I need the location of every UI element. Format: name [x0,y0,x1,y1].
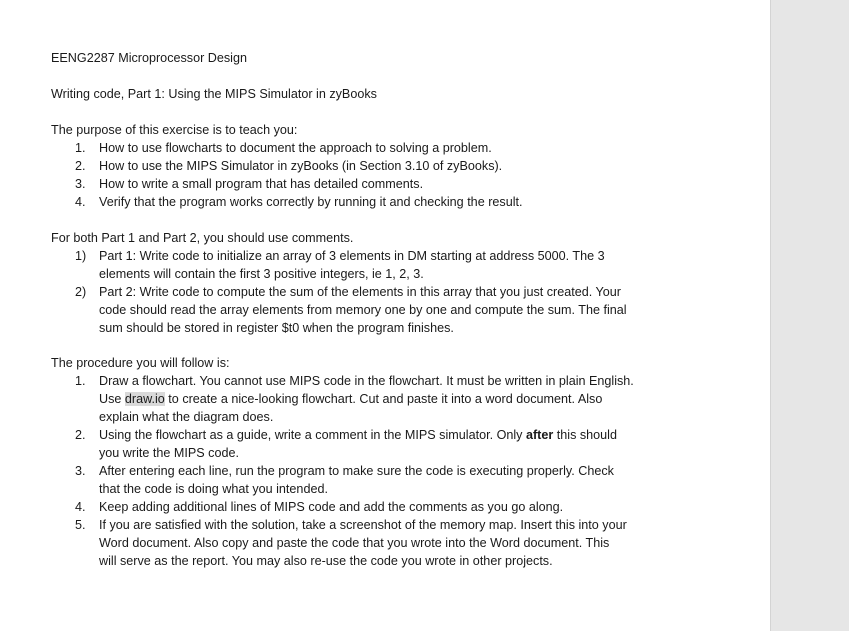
list-item-line: Part 1: Write code to initialize an array of 3 elements in DM starting at address 5000. The 3 [99,249,605,263]
text-run: to create a nice-looking flowchart. Cut and paste it into a word document. Also [164,392,603,406]
list-number: 2. [75,159,86,173]
course-title: EENG2287 Microprocessor Design [51,51,247,65]
text-run: Using the flowchart as a guide, write a comment in the MIPS simulator. Only [99,428,526,442]
list-item-line [99,390,731,408]
list-number: 1) [75,249,87,263]
text-run: this should [553,428,617,442]
list-item-line: Keep adding additional lines of MIPS code and add the comments as you go along. [99,500,564,514]
assignment-title: Writing code, Part 1: Using the MIPS Simulator in zyBooks [51,87,377,101]
list-item-line: explain what the diagram does. [99,410,274,424]
procedure-list [51,372,731,570]
list-item-line: code should read the array elements from memory one by one and compute the sum. The final [99,303,627,317]
list-item-line: Part 2: Write code to compute the sum of the elements in this array that you just created. Your [99,285,621,299]
procedure-intro: The procedure you will follow is: [51,356,230,370]
list-item [51,193,731,211]
purpose-list [51,139,731,211]
list-item [51,516,731,570]
list-item-line: Draw a flowchart. You cannot use MIPS code in the flowchart. It must be written in plain English. [99,374,634,388]
list-item [51,157,731,175]
list-item-line: you write the MIPS code. [99,446,239,460]
list-item-line: After entering each line, run the program to make sure the code is executing properly. Check [99,464,614,478]
list-item [51,372,731,426]
list-number: 4. [75,500,86,514]
list-item [51,462,731,498]
list-item [51,139,731,157]
parts-list [51,247,731,337]
list-number: 5. [75,518,86,532]
list-number: 3. [75,177,86,191]
purpose-intro: The purpose of this exercise is to teach you: [51,123,298,137]
list-number: 1. [75,141,86,155]
list-item-line: If you are satisfied with the solution, take a screenshot of the memory map. Insert this into your [99,518,627,532]
list-number: 1. [75,374,86,388]
parts-intro: For both Part 1 and Part 2, you should use comments. [51,231,354,245]
list-item-text: How to use the MIPS Simulator in zyBooks (in Section 3.10 of zyBooks). [99,159,503,173]
list-number: 3. [75,464,86,478]
list-item-text: Verify that the program works correctly by running it and checking the result. [99,195,523,209]
list-number: 2. [75,428,86,442]
list-item [51,426,731,462]
list-item [51,247,731,283]
list-item-text: How to write a small program that has detailed comments. [99,177,424,191]
list-item-text: How to use flowcharts to document the approach to solving a problem. [99,141,492,155]
list-item-line: Word document. Also copy and paste the code that you wrote into the Word document. This [99,536,610,550]
text-run: Use [99,392,125,406]
list-item-line: will serve as the report. You may also re-use the code you wrote in other projects. [99,554,553,568]
list-item-line: sum should be stored in register $t0 when the program finishes. [99,321,454,335]
editor-side-margin [770,0,849,631]
list-item-line: elements will contain the first 3 positive integers, ie 1, 2, 3. [99,267,424,281]
list-number: 2) [75,285,87,299]
list-item-line: that the code is doing what you intended. [99,482,328,496]
list-item [51,498,731,516]
list-item [51,175,731,193]
list-number: 4. [75,195,86,209]
bold-text: after [525,428,554,442]
list-item-line [99,426,731,444]
list-item [51,283,731,337]
highlighted-link-text: draw.io [124,392,165,406]
